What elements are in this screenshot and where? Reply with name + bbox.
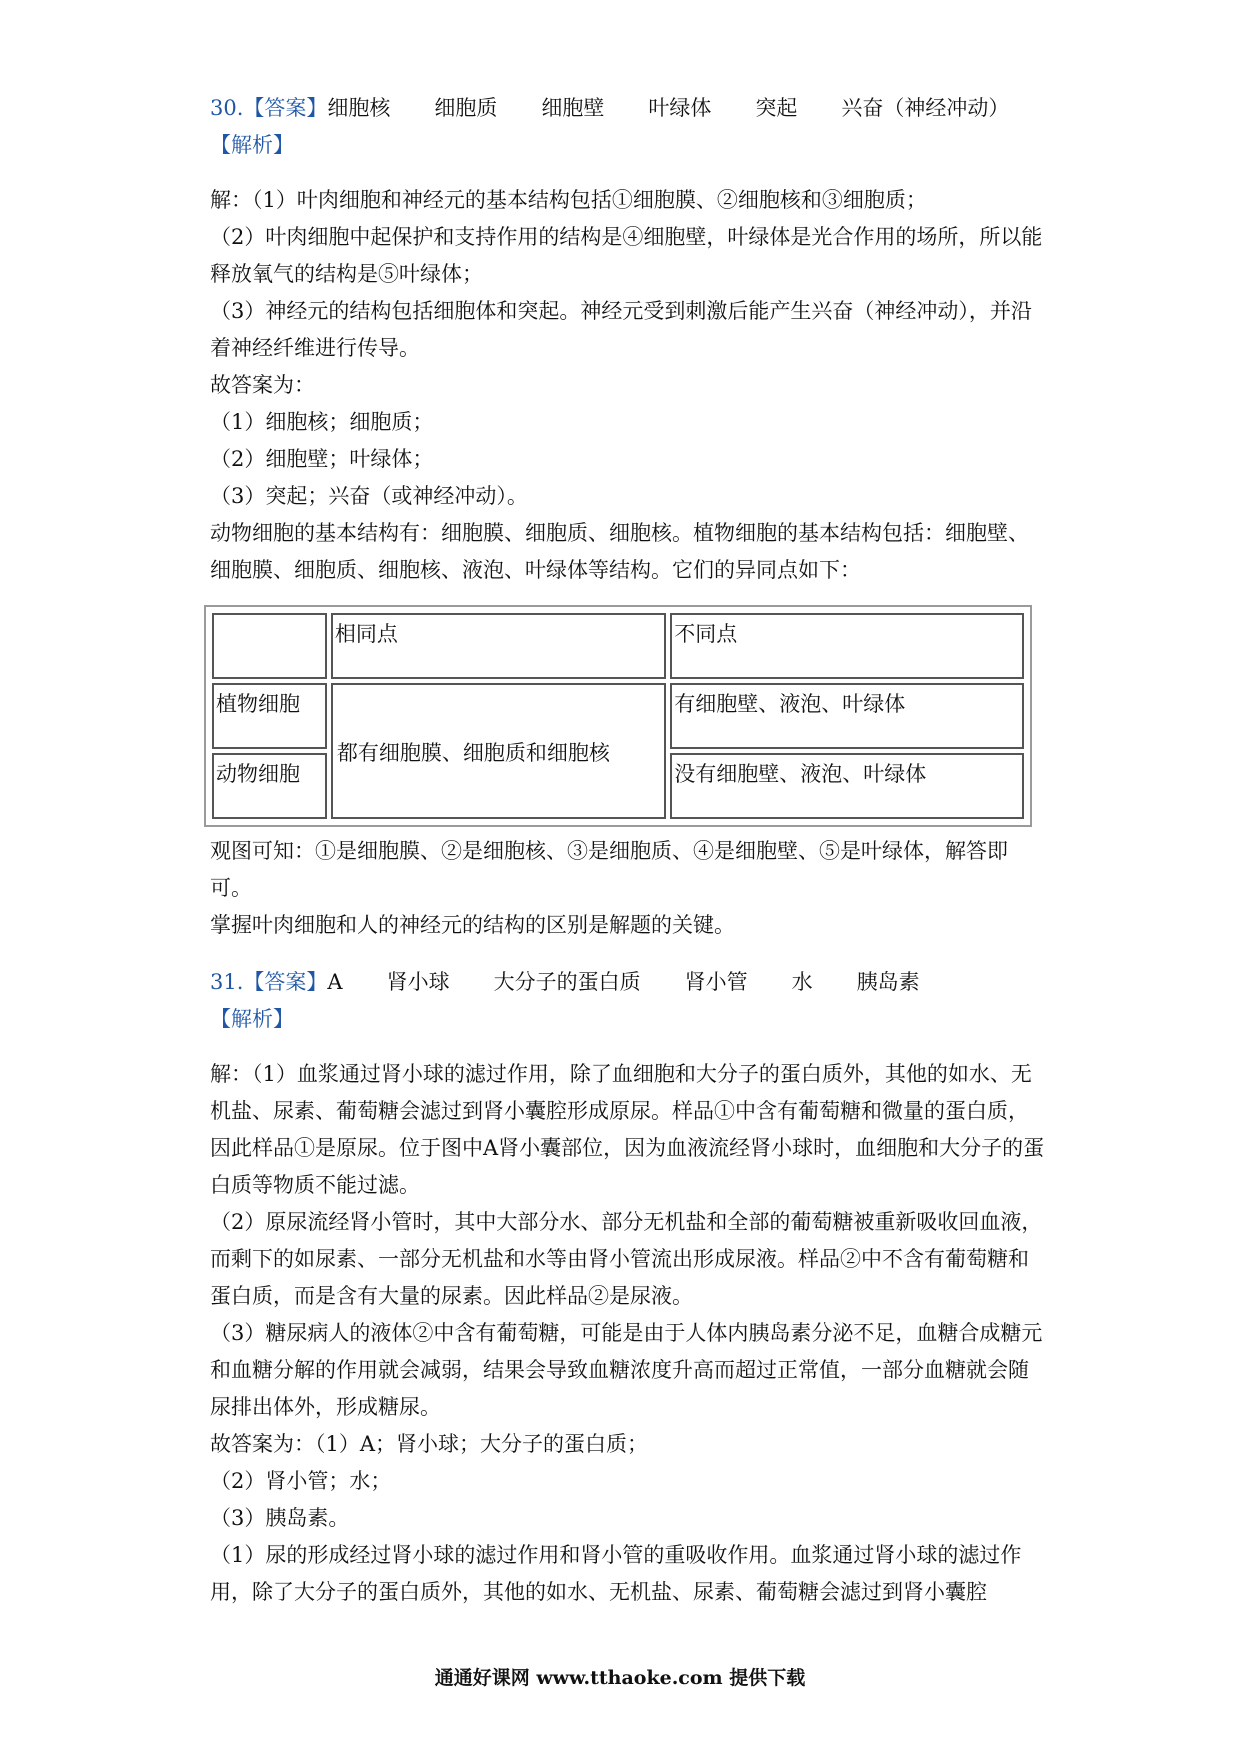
q30-answer-6: 兴奋（神经冲动）: [841, 96, 1010, 120]
q30-solution-line: （3）神经元的结构包括细胞体和突起。神经元受到刺激后能产生兴奋（神经冲动），并沿着神经纤维进行传导。: [210, 299, 1032, 360]
q31-answer-tag: 【答案】: [243, 970, 328, 994]
q30-after-table-line: 掌握叶肉细胞和人的神经元的结构的区别是解题的关键。: [210, 913, 735, 937]
table-same-cell: 都有细胞膜、细胞质和细胞核: [331, 683, 666, 819]
q30-solution-line: （1）细胞核；细胞质；: [210, 410, 434, 434]
q31-answer-6: 胰岛素: [856, 970, 920, 994]
q31-answer-3: 大分子的蛋白质: [493, 970, 641, 994]
table-header-same: 相同点: [331, 613, 666, 679]
q31-solution-line: 故答案为：（1）A；肾小球；大分子的蛋白质；: [210, 1432, 649, 1456]
q31-solution-line: （2）原尿流经肾小管时，其中大部分水、部分无机盐和全部的葡萄糖被重新吸收回血液，而剩下的如尿素、一部分无机盐和水等由肾小管流出形成尿液。样品②中不含有葡萄糖和蛋白质，而是含有大量的尿素。因此样品②是尿液。: [210, 1210, 1043, 1308]
document-page: [210, 90, 1045, 1611]
table-header-diff: 不同点: [670, 613, 1024, 679]
q30-after-table-line: 观图可知：①是细胞膜、②是细胞核、③是细胞质、④是细胞壁、⑤是叶绿体，解答即可。: [210, 839, 1008, 900]
q31-solution-line: （3）胰岛素。: [210, 1506, 350, 1530]
q31-number: 31.: [210, 970, 244, 994]
q30-solution-line: 故答案为：: [210, 373, 315, 397]
q31-answer-1: A: [327, 970, 343, 994]
q30-answer-2: 细胞质: [434, 96, 498, 120]
table-header-blank: [212, 613, 327, 679]
q30-answer-tag: 【答案】: [243, 96, 328, 120]
table-row: [212, 683, 1024, 749]
q30-solution-line: （2）叶肉细胞中起保护和支持作用的结构是④细胞壁，叶绿体是光合作用的场所，所以能释放氧气的结构是⑤叶绿体；: [210, 225, 1043, 286]
q30-answer-4: 叶绿体: [648, 96, 712, 120]
q30-answer-line: [210, 90, 1045, 127]
table-row-animal-diff: 没有细胞壁、液泡、叶绿体: [670, 753, 1024, 819]
q31-answer-2: 肾小球: [386, 970, 450, 994]
q30-answer-3: 细胞壁: [541, 96, 605, 120]
q31-solution-line: （1）尿的形成经过肾小球的滤过作用和肾小管的重吸收作用。血浆通过肾小球的滤过作用，除了大分子的蛋白质外，其他的如水、无机盐、尿素、葡萄糖会滤过到肾小囊腔: [210, 1543, 1022, 1604]
page-footer: 通通好课网 www.tthaoke.com 提供下载: [434, 1667, 806, 1689]
q30-solution-line: 解：（1）叶肉细胞和神经元的基本结构包括①细胞膜、②细胞核和③细胞质；: [210, 188, 927, 212]
table-row-plant-label: 植物细胞: [212, 683, 327, 749]
q30-answer-1: 细胞核: [327, 96, 391, 120]
q30-solution-line: 动物细胞的基本结构有：细胞膜、细胞质、细胞核。植物细胞的基本结构包括：细胞壁、细胞膜、细胞质、细胞核、液泡、叶绿体等结构。它们的异同点如下：: [210, 521, 1029, 582]
comparison-table: [208, 609, 1028, 823]
q31-answer-5: 水: [791, 970, 813, 994]
q31-answer-4: 肾小管: [684, 970, 748, 994]
q30-answer-5: 突起: [755, 96, 798, 120]
table-row: [212, 613, 1024, 679]
q31-answer-line: [210, 964, 1045, 1001]
q30-number: 30.: [210, 96, 244, 120]
q31-analysis-tag: 【解析】: [210, 1007, 294, 1031]
q31-solution-line: 解：（1）血浆通过肾小球的滤过作用，除了血细胞和大分子的蛋白质外，其他的如水、无机盐、尿素、葡萄糖会滤过到肾小囊腔形成原尿。样品①中含有葡萄糖和微量的蛋白质，因此样品①是原尿。位于图中A肾小囊部位，因为血液流经肾小球时，血细胞和大分子的蛋白质等物质不能过滤。: [210, 1062, 1045, 1197]
q30-solution-line: （2）细胞壁；叶绿体；: [210, 447, 434, 471]
q31-solution-line: （3）糖尿病人的液体②中含有葡萄糖，可能是由于人体内胰岛素分泌不足，血糖合成糖元和血糖分解的作用就会减弱，结果会导致血糖浓度升高而超过正常值，一部分血糖就会随尿排出体外，形成糖尿。: [210, 1321, 1043, 1419]
q31-solution-line: （2）肾小管；水；: [210, 1469, 392, 1493]
q30-solution-line: （3）突起；兴奋（或神经冲动）。: [210, 484, 528, 508]
comparison-table-frame: [204, 605, 1032, 827]
table-row-animal-label: 动物细胞: [212, 753, 327, 819]
table-row-plant-diff: 有细胞壁、液泡、叶绿体: [670, 683, 1024, 749]
q30-analysis-tag: 【解析】: [210, 133, 294, 157]
